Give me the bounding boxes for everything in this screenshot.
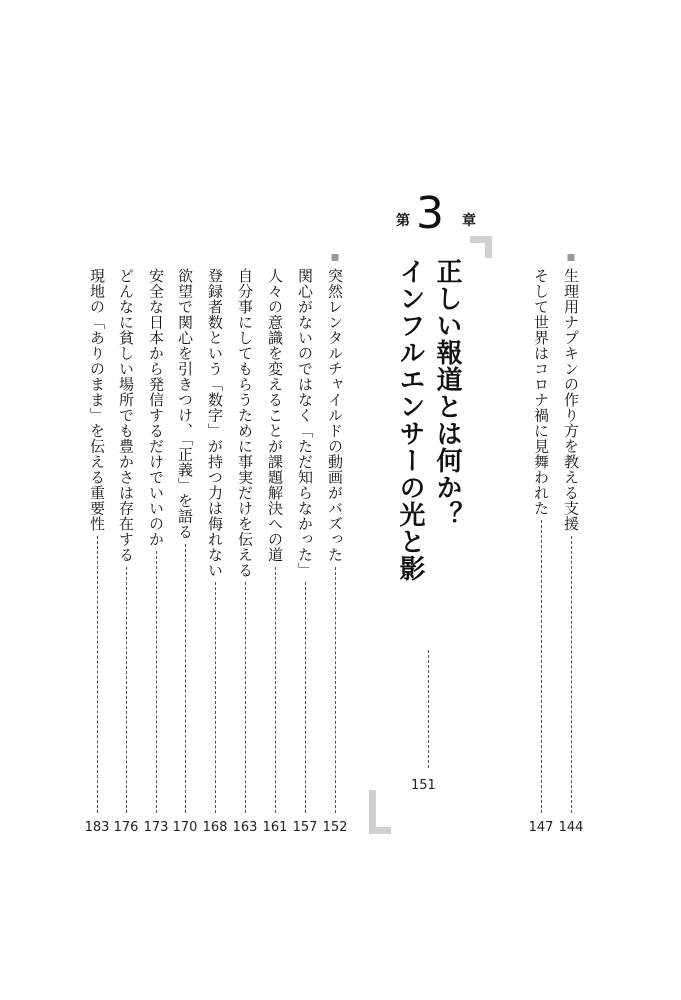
dot-leader	[245, 582, 246, 813]
entry-page: 163	[232, 820, 258, 835]
chapter-label	[382, 188, 492, 239]
bracket-bottom	[369, 790, 391, 834]
dot-leader	[275, 567, 276, 814]
chapter-title-line2: インフルエンサーの光と影	[395, 258, 425, 582]
toc-entry[interactable]	[528, 268, 554, 848]
entry-title: 現地の「ありのまま」を伝える重要性	[88, 268, 106, 532]
entry-page: 161	[262, 820, 288, 835]
dot-leader	[156, 551, 157, 813]
toc-entry[interactable]	[558, 268, 584, 848]
chapter-page: 151	[411, 778, 436, 793]
toc-entry[interactable]	[172, 268, 198, 848]
dot-leader	[97, 536, 98, 814]
bracket-top	[470, 236, 492, 258]
toc-entry[interactable]	[292, 268, 318, 848]
entry-title: 突然レンタルチャイルドの動画がバズった	[326, 268, 344, 563]
entry-title: 人々の意識を変えることが課題解決への道	[266, 268, 284, 563]
entry-bullet	[332, 254, 339, 261]
dot-leader	[126, 567, 127, 814]
toc-entry[interactable]	[322, 268, 348, 848]
entry-page: 147	[528, 820, 554, 835]
entry-page: 183	[84, 820, 110, 835]
chapter-suffix: 章	[462, 213, 476, 229]
toc-entry[interactable]	[262, 268, 288, 848]
entry-page: 176	[113, 820, 139, 835]
entry-page: 168	[202, 820, 228, 835]
dot-leader	[305, 582, 306, 813]
entry-title: 欲望で関心を引きつけ、「正義」を語る	[176, 268, 194, 540]
entry-title: どんなに貧しい場所でも豊かさは存在する	[117, 268, 135, 563]
toc-entry[interactable]	[202, 268, 228, 848]
dot-leader	[541, 520, 542, 813]
entry-page: 157	[292, 820, 318, 835]
entry-title: そして世界はコロナ禍に見舞われた	[532, 268, 550, 516]
entry-page: 144	[558, 820, 584, 835]
dot-leader	[215, 582, 216, 813]
dot-leader	[185, 544, 186, 814]
entry-title: 生理用ナプキンの作り方を教える支援	[562, 268, 580, 532]
toc-entry[interactable]	[84, 268, 110, 848]
entry-page: 152	[322, 820, 348, 835]
entry-title: 自分事にしてもらうために事実だけを伝える	[236, 268, 254, 578]
toc-entry[interactable]	[232, 268, 258, 848]
entry-title: 安全な日本から発信するだけでいいのか	[147, 268, 165, 547]
entry-page: 173	[143, 820, 169, 835]
entry-title: 関心がないのではなく「ただ知らなかった」	[296, 268, 314, 578]
dot-leader	[335, 567, 336, 814]
toc-entry[interactable]	[143, 268, 169, 848]
toc-entry[interactable]	[113, 268, 139, 848]
chapter-number: 3	[416, 188, 444, 239]
dot-leader	[571, 536, 572, 814]
dot-leader	[428, 650, 429, 768]
entry-page: 170	[172, 820, 198, 835]
entry-bullet	[568, 254, 575, 261]
entry-title: 登録者数という「数字」が持つ力は侮れない	[206, 268, 224, 578]
chapter-title-line1: 正しい報道とは何か？	[432, 258, 462, 528]
chapter-prefix: 第	[396, 213, 410, 229]
